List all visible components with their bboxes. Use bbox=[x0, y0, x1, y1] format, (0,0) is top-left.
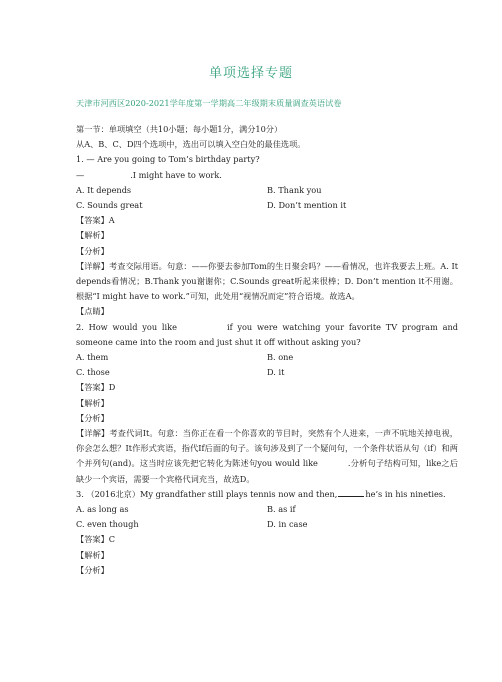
q2-options-row-2 bbox=[76, 365, 458, 380]
q2-fenxi: 【分析】 bbox=[76, 412, 109, 423]
q2-detail-b: .分析句子结构可知，like之后缺少一个宾语，需要一个宾格代词充当，故选D。 bbox=[76, 458, 458, 484]
q1-option-d: D. Don’t mention it bbox=[267, 200, 347, 211]
q1-dash: — bbox=[76, 169, 85, 180]
q3-options-row-2 bbox=[76, 517, 458, 532]
q3-option-b: B. as if bbox=[267, 504, 296, 515]
q3-stem-a: 3. （2016北京）My grandfather still plays tennis now and then, bbox=[76, 488, 338, 499]
q1-options-row-2 bbox=[76, 198, 458, 213]
q2-option-c: C. those bbox=[76, 367, 110, 378]
q1-jiexi: 【解析】 bbox=[76, 230, 109, 241]
q1-options-row-1 bbox=[76, 183, 458, 198]
q1-fenxi: 【分析】 bbox=[76, 245, 109, 256]
q2-stem-a: 2. How would you like bbox=[76, 321, 177, 332]
q1-detail: 【详解】考查交际用语。句意：——你要去参加Tom的生日聚会吗？——看情况，也许我要去上班。A. It depends看情况；B.Thank you谢谢你；C.Sounds great听起来很棒；D. Don’t mention it不用谢。根据“I might have to work.”可知，此处用“视情况而定”符合语境。故选A。 bbox=[76, 260, 458, 302]
q3-stem bbox=[76, 487, 458, 502]
exam-source: 天津市河西区2020-2021学年度第一学期高二年级期末质量调查英语试卷 bbox=[76, 98, 342, 108]
section-heading: 第一节：单项填空（共10小题；每小题1分，满分10分） bbox=[76, 124, 283, 134]
q2-option-a: A. them bbox=[76, 352, 109, 363]
q3-stem-b: he’s in his nineties. bbox=[365, 488, 446, 499]
q2-option-b: B. one bbox=[267, 352, 294, 363]
q1-answer: 【答案】A bbox=[76, 215, 115, 226]
q3-option-a: A. as long as bbox=[76, 504, 129, 515]
q2-answer: 【答案】D bbox=[76, 382, 116, 393]
q3-answer: 【答案】C bbox=[76, 534, 116, 545]
q2-detail-a: 【详解】考查代词It。句意：当你正在看一个你喜欢的节目时，突然有个人进来，一声不吭地关掉电视，你会怎么想？It作形式宾语，指代If后面的句子。该句涉及到了一个疑问句，一个条件状语从句（if）和两个并列句(and)。这当时应该先把它转化为陈述句you would like bbox=[76, 428, 458, 469]
q1-response-text: .I might have to work. bbox=[130, 169, 222, 180]
q3-blank bbox=[338, 487, 364, 497]
q3-option-c: C. even though bbox=[76, 519, 139, 530]
q2-option-d: D. it bbox=[267, 367, 285, 378]
instruction: 从A、B、C、D四个选项中，选出可以填入空白处的最佳选项。 bbox=[76, 139, 306, 150]
content bbox=[76, 122, 458, 578]
q1-dianjing: 【点睛】 bbox=[76, 306, 109, 317]
q2-detail bbox=[76, 426, 458, 487]
q2-options-row-1 bbox=[76, 350, 458, 365]
q1-option-a: A. It depends bbox=[76, 184, 132, 195]
q2-jiexi: 【解析】 bbox=[76, 397, 109, 408]
q1-option-b: B. Thank you bbox=[267, 184, 322, 195]
q3-options-row-1 bbox=[76, 502, 458, 517]
q1-stem: 1. — Are you going to Tom’s birthday party? bbox=[76, 154, 260, 165]
q3-jiexi: 【解析】 bbox=[76, 549, 109, 560]
q2-stem-b: if you were watching your favorite TV program and someone came into the room and just shut it off without asking you? bbox=[76, 321, 458, 347]
q2-stem bbox=[76, 320, 458, 350]
q3-fenxi: 【分析】 bbox=[76, 564, 109, 575]
page-title: 单项选择专题 bbox=[208, 66, 293, 81]
q1-response bbox=[76, 168, 458, 183]
q3-option-d: D. in case bbox=[267, 519, 308, 530]
q1-option-c: C. Sounds great bbox=[76, 200, 143, 211]
